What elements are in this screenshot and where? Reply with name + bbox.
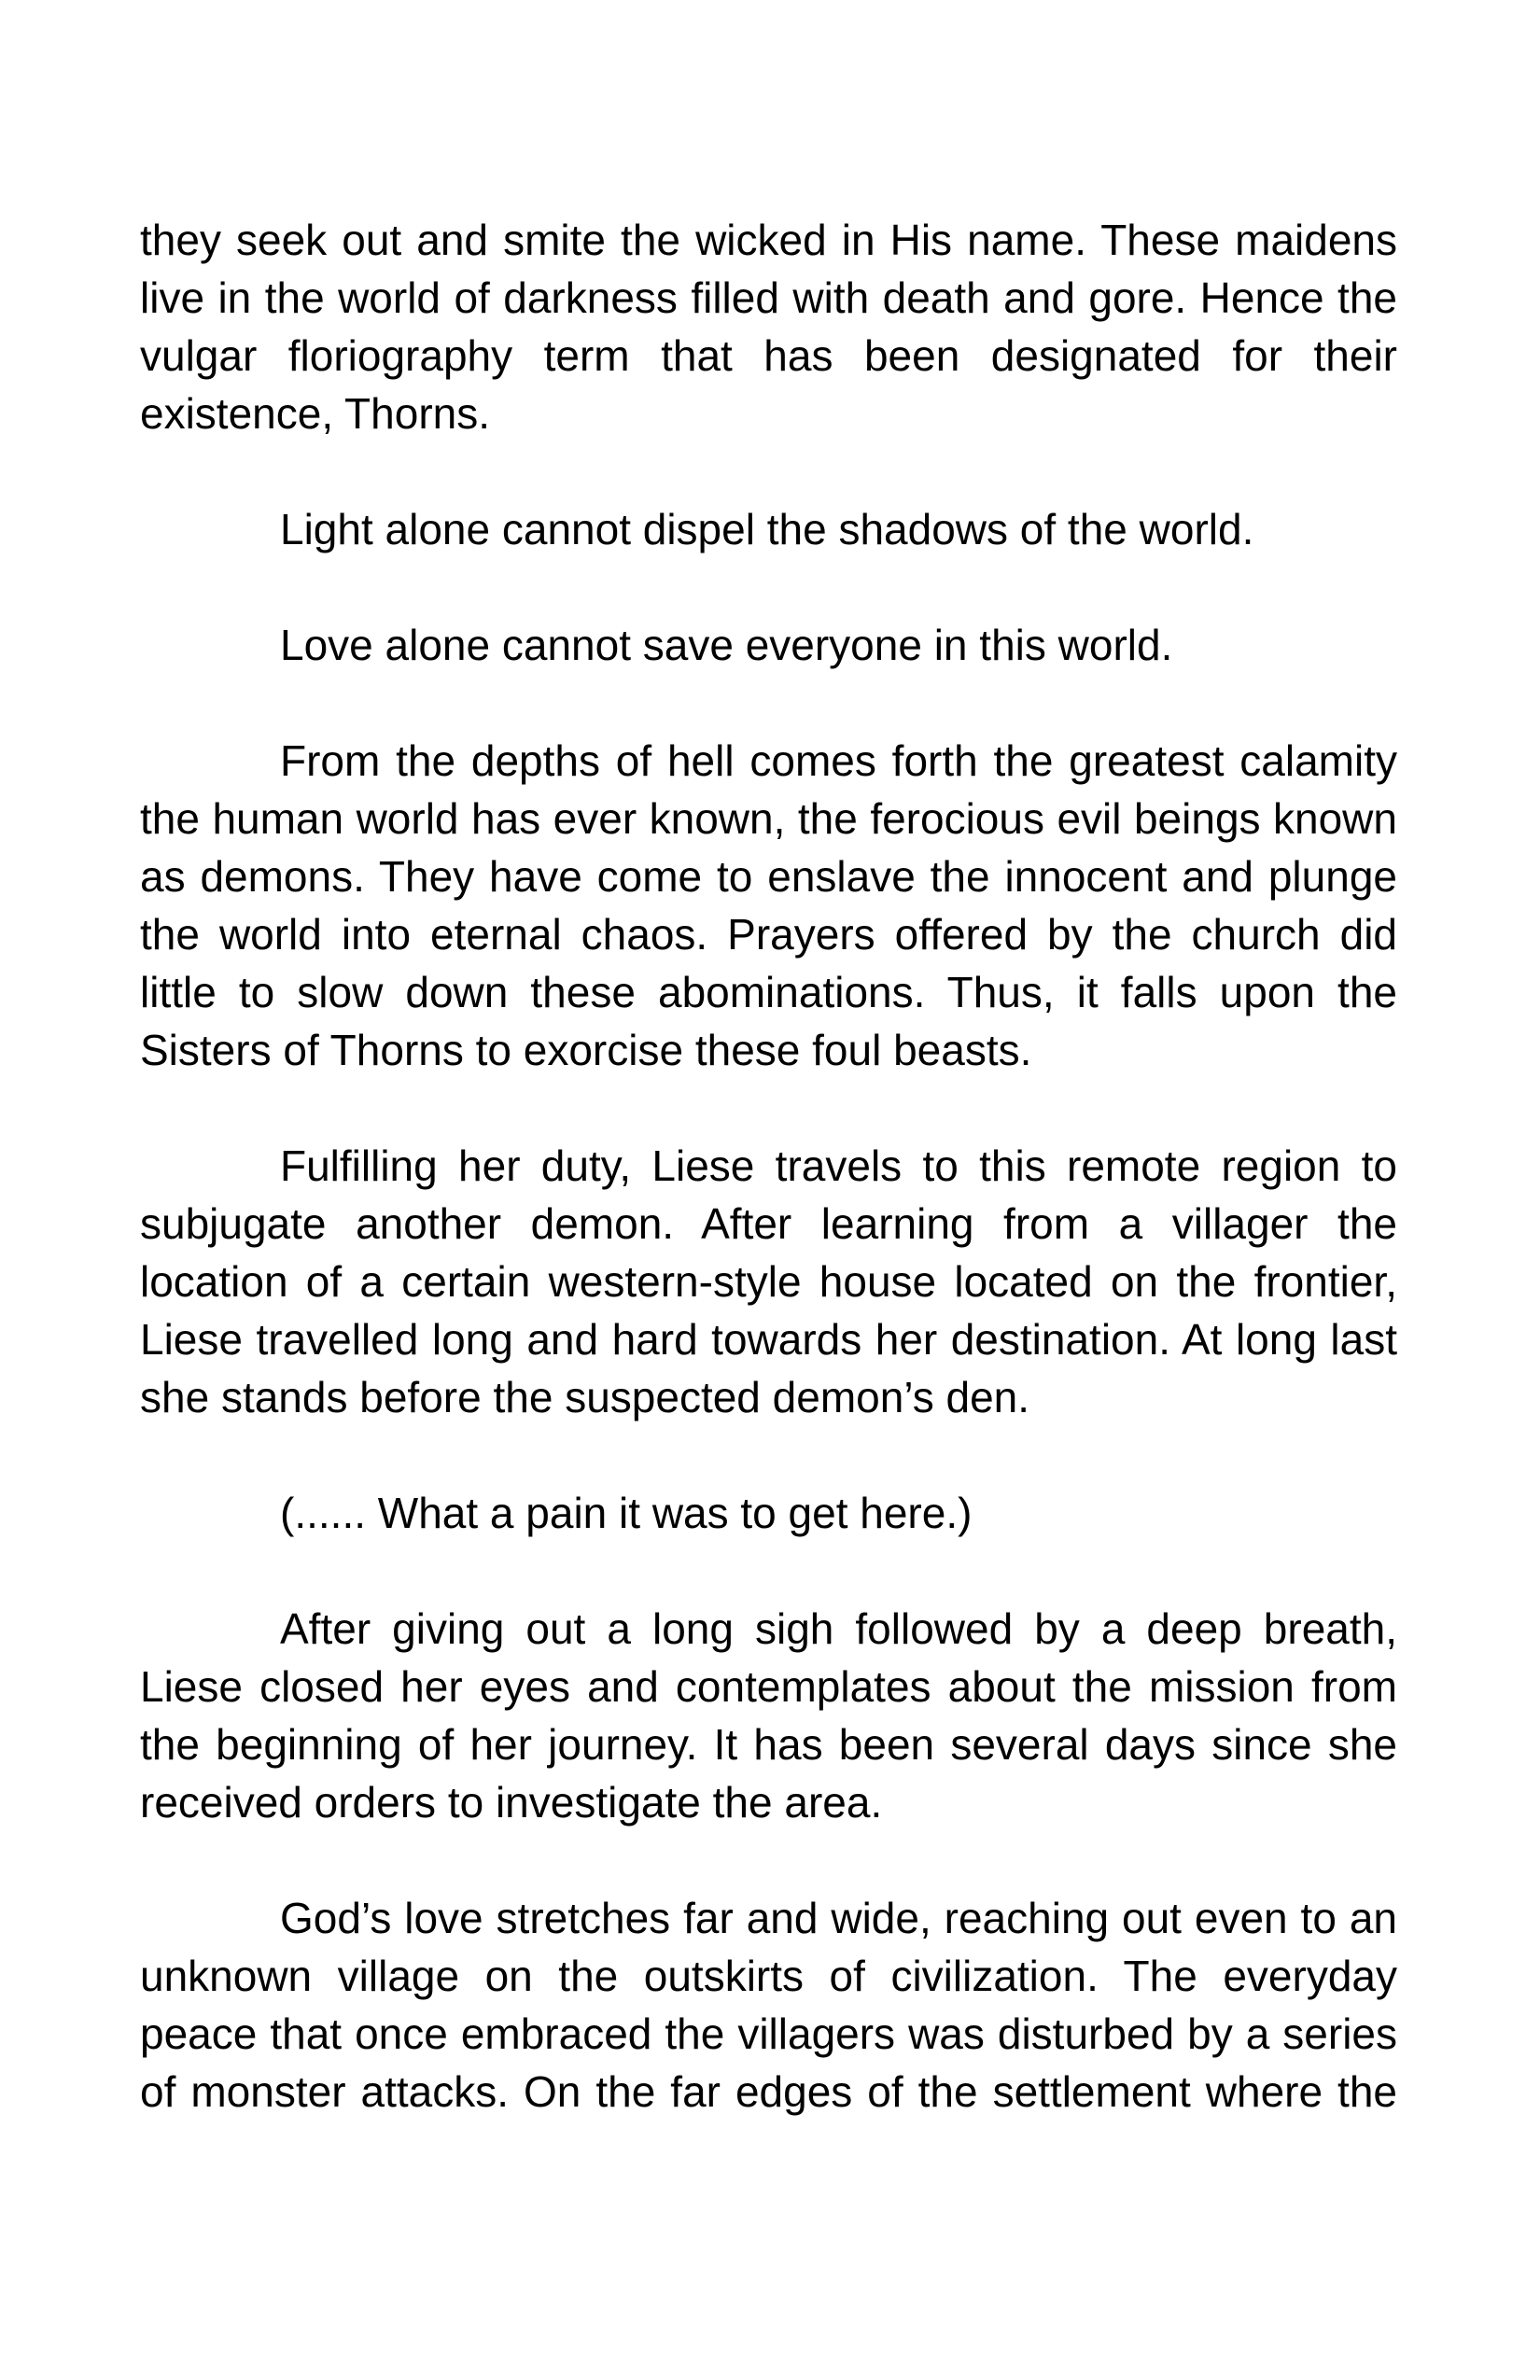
text-line: the beginning of her journey. It has been several days since she — [140, 1720, 1397, 1769]
text-line: as demons. They have come to enslave the innocent and plunge — [140, 852, 1397, 901]
text-line: the world into eternal chaos. Prayers offered by the church did — [140, 910, 1397, 959]
text-line: Fulfilling her duty, Liese travels to this remote region to — [280, 1141, 1397, 1190]
text-line: After giving out a long sigh followed by a deep breath, — [280, 1604, 1397, 1653]
paragraph — [140, 1889, 1397, 2121]
text-line: subjugate another demon. After learning from a villager the — [140, 1199, 1397, 1248]
text-line: Liese closed her eyes and contemplates about the mission from — [140, 1662, 1397, 1711]
text-line: received orders to investigate the area. — [140, 1778, 883, 1827]
text-line: they seek out and smite the wicked in His name. These maidens — [140, 216, 1397, 264]
text-line: of monster attacks. On the far edges of the settlement where the — [140, 2067, 1397, 2116]
paragraph — [140, 732, 1397, 1079]
text-line: (...... What a pain it was to get here.) — [280, 1489, 973, 1537]
text-line: location of a certain western-style house located on the frontier, — [140, 1257, 1397, 1306]
text-line: Liese travelled long and hard towards her destination. At long last — [140, 1315, 1397, 1364]
text-line: vulgar floriography term that has been designated for their — [140, 331, 1397, 380]
paragraph — [140, 1137, 1397, 1426]
text-line: live in the world of darkness filled with death and gore. Hence the — [140, 273, 1397, 322]
paragraph — [140, 616, 1397, 674]
paragraph — [140, 211, 1397, 442]
text-line: existence, Thorns. — [140, 389, 491, 438]
text-line: From the depths of hell comes forth the greatest calamity — [280, 736, 1397, 785]
text-line: little to slow down these abominations. Thus, it falls upon the — [140, 968, 1397, 1016]
paragraph — [140, 1600, 1397, 1831]
text-line: peace that once embraced the villagers was disturbed by a series — [140, 2009, 1397, 2058]
paragraph — [140, 500, 1397, 558]
text-line: God’s love stretches far and wide, reaching out even to an — [280, 1894, 1397, 1942]
text-line: Love alone cannot save everyone in this world. — [280, 621, 1173, 669]
text-line: Sisters of Thorns to exorcise these foul beasts. — [140, 1026, 1032, 1074]
page-text — [140, 211, 1397, 2178]
text-line: the human world has ever known, the ferocious evil beings known — [140, 794, 1397, 843]
paragraph — [140, 1484, 1397, 1542]
text-line: unknown village on the outskirts of civilization. The everyday — [140, 1952, 1397, 2000]
text-line: she stands before the suspected demon’s den. — [140, 1373, 1030, 1421]
text-line: Light alone cannot dispel the shadows of the world. — [280, 505, 1254, 553]
